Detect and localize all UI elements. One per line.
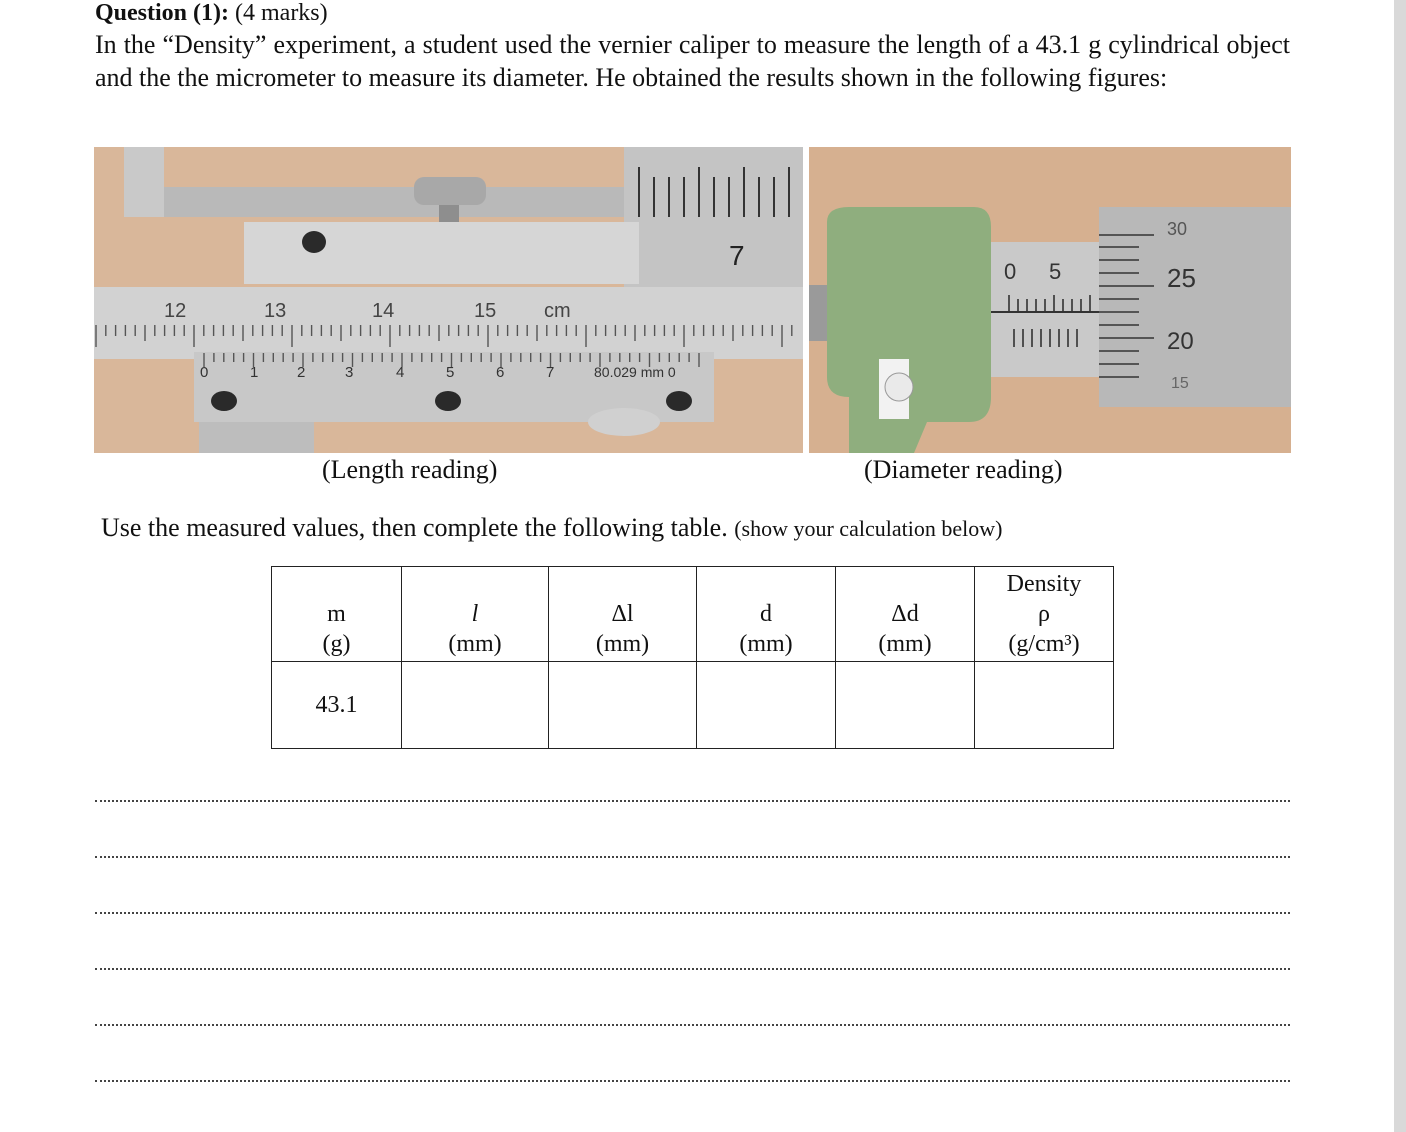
cell-diameter-uncertainty[interactable] [836, 662, 975, 749]
vernier-number: 4 [396, 364, 405, 381]
answer-line[interactable] [95, 856, 1290, 858]
question-heading [95, 0, 328, 28]
cell-diameter[interactable] [697, 662, 836, 749]
answer-line[interactable] [95, 912, 1290, 914]
vernier-number: 6 [496, 364, 505, 381]
vernier-number: 7 [546, 364, 555, 381]
header-diameter: d (mm) [697, 567, 836, 662]
header-length-uncertainty: Δl (mm) [549, 567, 697, 662]
main-scale-number: 13 [264, 300, 287, 322]
cell-density[interactable] [975, 662, 1114, 749]
scrollbar[interactable] [1394, 0, 1406, 1132]
thimble-number: 25 [1167, 263, 1196, 293]
thimble-number: 30 [1167, 219, 1188, 239]
main-scale-unit: cm [544, 300, 571, 322]
vernier-caliper-figure [94, 147, 803, 453]
depth-number: 7 [729, 240, 745, 271]
cell-mass[interactable]: 43.1 [272, 662, 402, 749]
vernier-caliper-image [94, 147, 803, 453]
header-length: l (mm) [402, 567, 549, 662]
main-scale-number: 12 [164, 300, 187, 322]
vernier-number: 0 [200, 364, 209, 381]
header-density: Density ρ (g/cm³) [975, 567, 1114, 662]
thimble-number: 15 [1171, 375, 1189, 392]
sleeve-number: 0 [1004, 259, 1017, 284]
vernier-number: 3 [345, 364, 354, 381]
vernier-number: 1 [250, 364, 259, 381]
cell-length[interactable] [402, 662, 549, 749]
diameter-reading-caption: (Diameter reading) [864, 455, 1063, 484]
instruction-text: Use the measured values, then complete the following table. [101, 513, 728, 542]
question-label: Question (1): [95, 0, 229, 26]
answer-line[interactable] [95, 1024, 1290, 1026]
thimble-number: 20 [1167, 328, 1194, 355]
results-table [271, 566, 1114, 749]
question-marks: (4 marks) [235, 0, 328, 26]
main-scale-number: 14 [372, 300, 395, 322]
micrometer-image [809, 147, 1291, 453]
header-mass: m (g) [272, 567, 402, 662]
answer-line[interactable] [95, 968, 1290, 970]
vernier-precision-label: 80.029 mm 0 [594, 364, 676, 380]
sleeve-number: 5 [1049, 259, 1062, 284]
table-header-row [272, 567, 1114, 662]
answer-line[interactable] [95, 1080, 1290, 1082]
instruction [101, 512, 1002, 545]
cell-length-uncertainty[interactable] [549, 662, 697, 749]
vernier-number: 5 [446, 364, 455, 381]
header-diameter-uncertainty: Δd (mm) [836, 567, 975, 662]
vernier-number: 2 [297, 364, 306, 381]
micrometer-figure [809, 147, 1291, 453]
length-reading-caption: (Length reading) [322, 455, 498, 484]
instruction-note: (show your calculation below) [734, 516, 1003, 541]
main-scale-number: 15 [474, 300, 497, 322]
table-row [272, 662, 1114, 749]
answer-line[interactable] [95, 800, 1290, 802]
question-text: In the “Density” experiment, a student used the vernier caliper to measure the length of a 43.1 g cylindrical object and the the micrometer to measure its diameter. He obtained the results shown in the following figures: [95, 30, 1290, 92]
